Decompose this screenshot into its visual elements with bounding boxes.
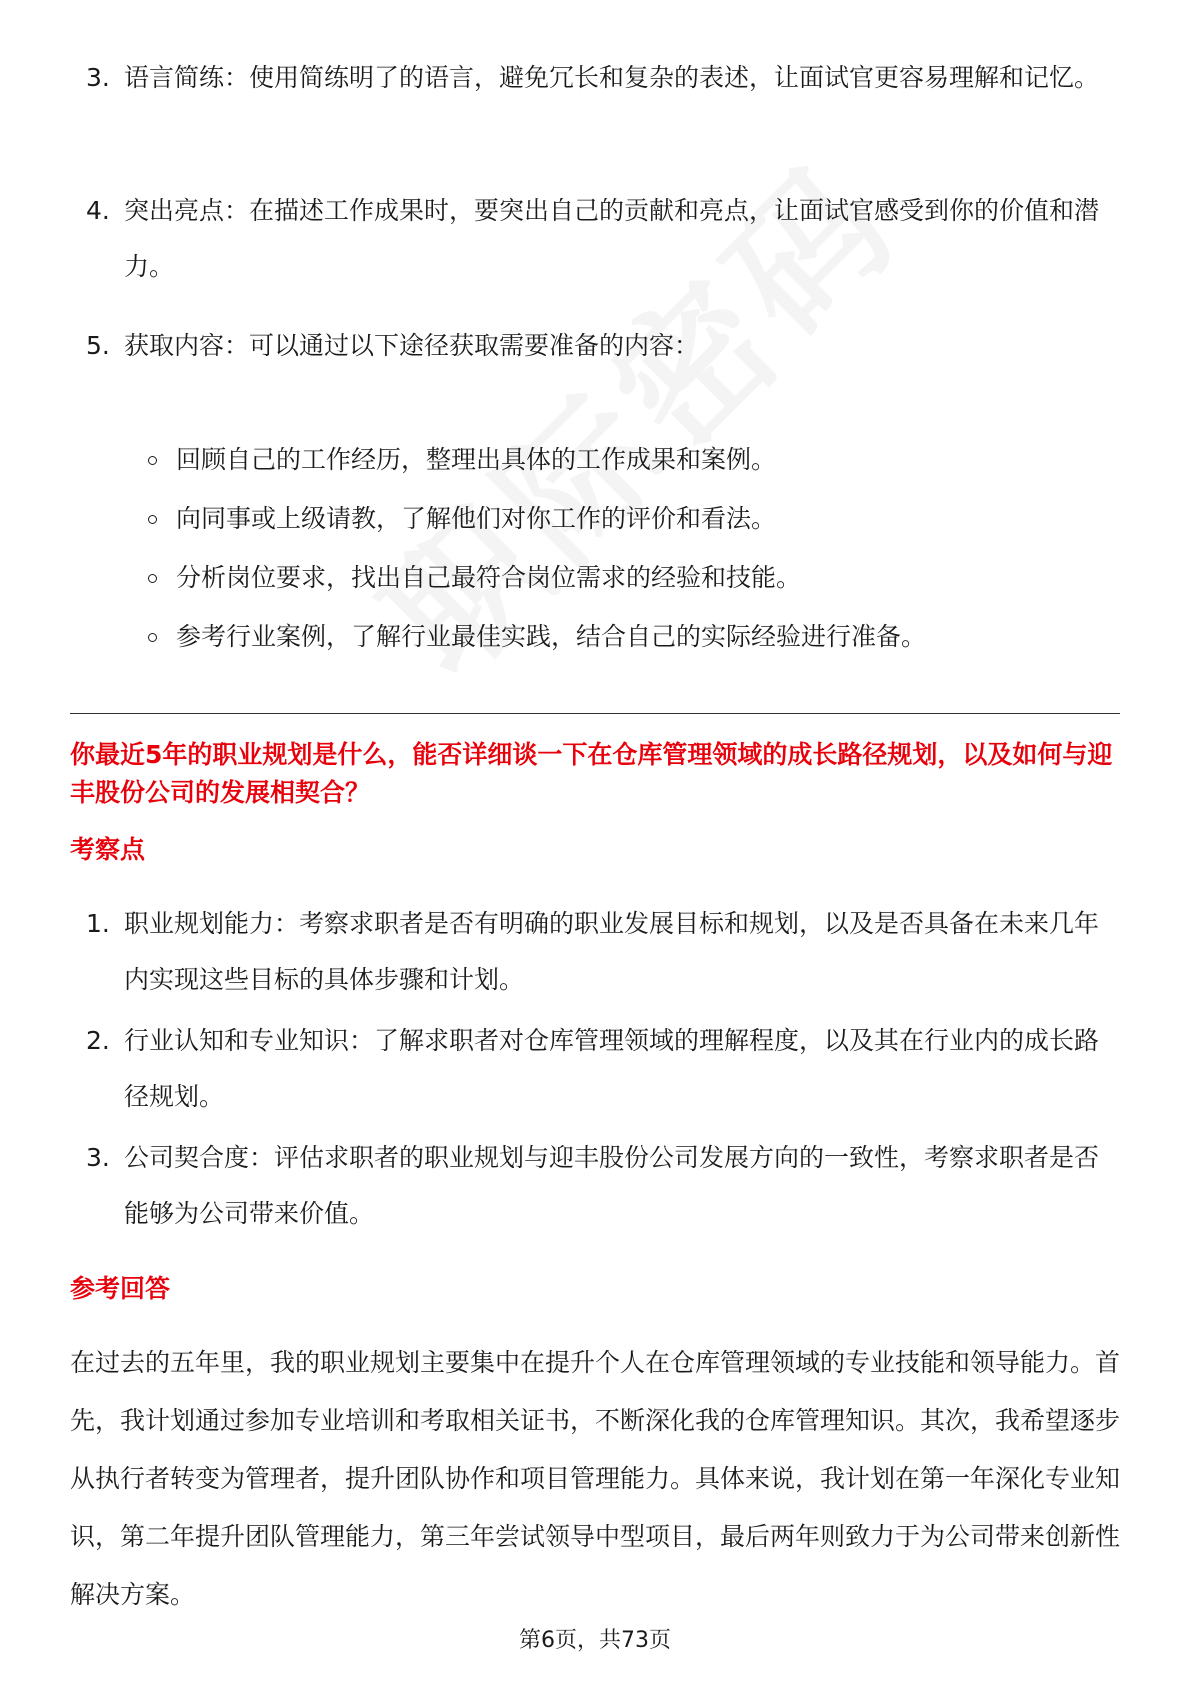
list-text: 获取内容：可以通过以下途径获取需要准备的内容： (124, 331, 700, 360)
list-item-3 (86, 50, 1116, 106)
bullet-item (148, 620, 1128, 654)
list-item-4 (86, 183, 1116, 295)
bullet-circle-icon (148, 456, 157, 465)
reference-answer-heading: 参考回答 (70, 1274, 171, 1303)
exam-item-3 (86, 1130, 1116, 1242)
bullet-item (148, 502, 1128, 536)
list-text: 语言简练：使用简练明了的语言，避免冗长和复杂的表述，让面试官更容易理解和记忆。 (124, 63, 1100, 92)
list-number: 5. (86, 331, 110, 360)
exam-item-2 (86, 1013, 1116, 1125)
interview-question: 你最近5年的职业规划是什么，能否详细谈一下在仓库管理领域的成长路径规划，以及如何与迎丰股份公司的发展相契合？ (70, 740, 1113, 807)
list-item-5 (86, 318, 1116, 374)
list-number: 2. (86, 1026, 110, 1055)
bullet-item (148, 443, 1128, 477)
list-number: 3. (86, 1143, 110, 1172)
bullet-text: 分析岗位要求，找出自己最符合岗位需求的经验和技能。 (176, 563, 802, 592)
reference-answer-text: 在过去的五年里，我的职业规划主要集中在提升个人在仓库管理领域的专业技能和领导能力。首先，我计划通过参加专业培训和考取相关证书，不断深化我的仓库管理知识。其次，我希望逐步从执行者转变为管理者，提升团队协作和项目管理能力。具体来说，我计划在第一年深化专业知识，第二年提升团队管理能力，第三年尝试领导中型项目，最后两年则致力于为公司带来创新性解决方案。 (70, 1348, 1121, 1609)
bullet-circle-icon (148, 574, 157, 583)
exam-points-heading: 考察点 (70, 835, 146, 864)
list-text: 公司契合度：评估求职者的职业规划与迎丰股份公司发展方向的一致性，考察求职者是否能够为公司带来价值。 (124, 1143, 1100, 1228)
bullet-circle-icon (148, 633, 157, 642)
list-text: 职业规划能力：考察求职者是否有明确的职业发展目标和规划，以及是否具备在未来几年内实现这些目标的具体步骤和计划。 (124, 909, 1100, 994)
bullet-text: 向同事或上级请教，了解他们对你工作的评价和看法。 (176, 504, 777, 533)
list-number: 3. (86, 63, 110, 92)
bullet-text: 参考行业案例，了解行业最佳实践，结合自己的实际经验进行准备。 (176, 622, 927, 651)
bullet-item (148, 561, 1128, 595)
page-footer: 第6页，共73页 (519, 1628, 671, 1653)
list-text: 突出亮点：在描述工作成果时，要突出自己的贡献和亮点，让面试官感受到你的价值和潜力。 (124, 196, 1100, 281)
list-number: 1. (86, 909, 110, 938)
bullet-circle-icon (148, 515, 157, 524)
list-text: 行业认知和专业知识：了解求职者对仓库管理领域的理解程度，以及其在行业内的成长路径规划。 (124, 1026, 1100, 1111)
section-divider (70, 713, 1120, 714)
list-number: 4. (86, 196, 110, 225)
bullet-text: 回顾自己的工作经历，整理出具体的工作成果和案例。 (176, 445, 777, 474)
exam-item-1 (86, 896, 1116, 1008)
